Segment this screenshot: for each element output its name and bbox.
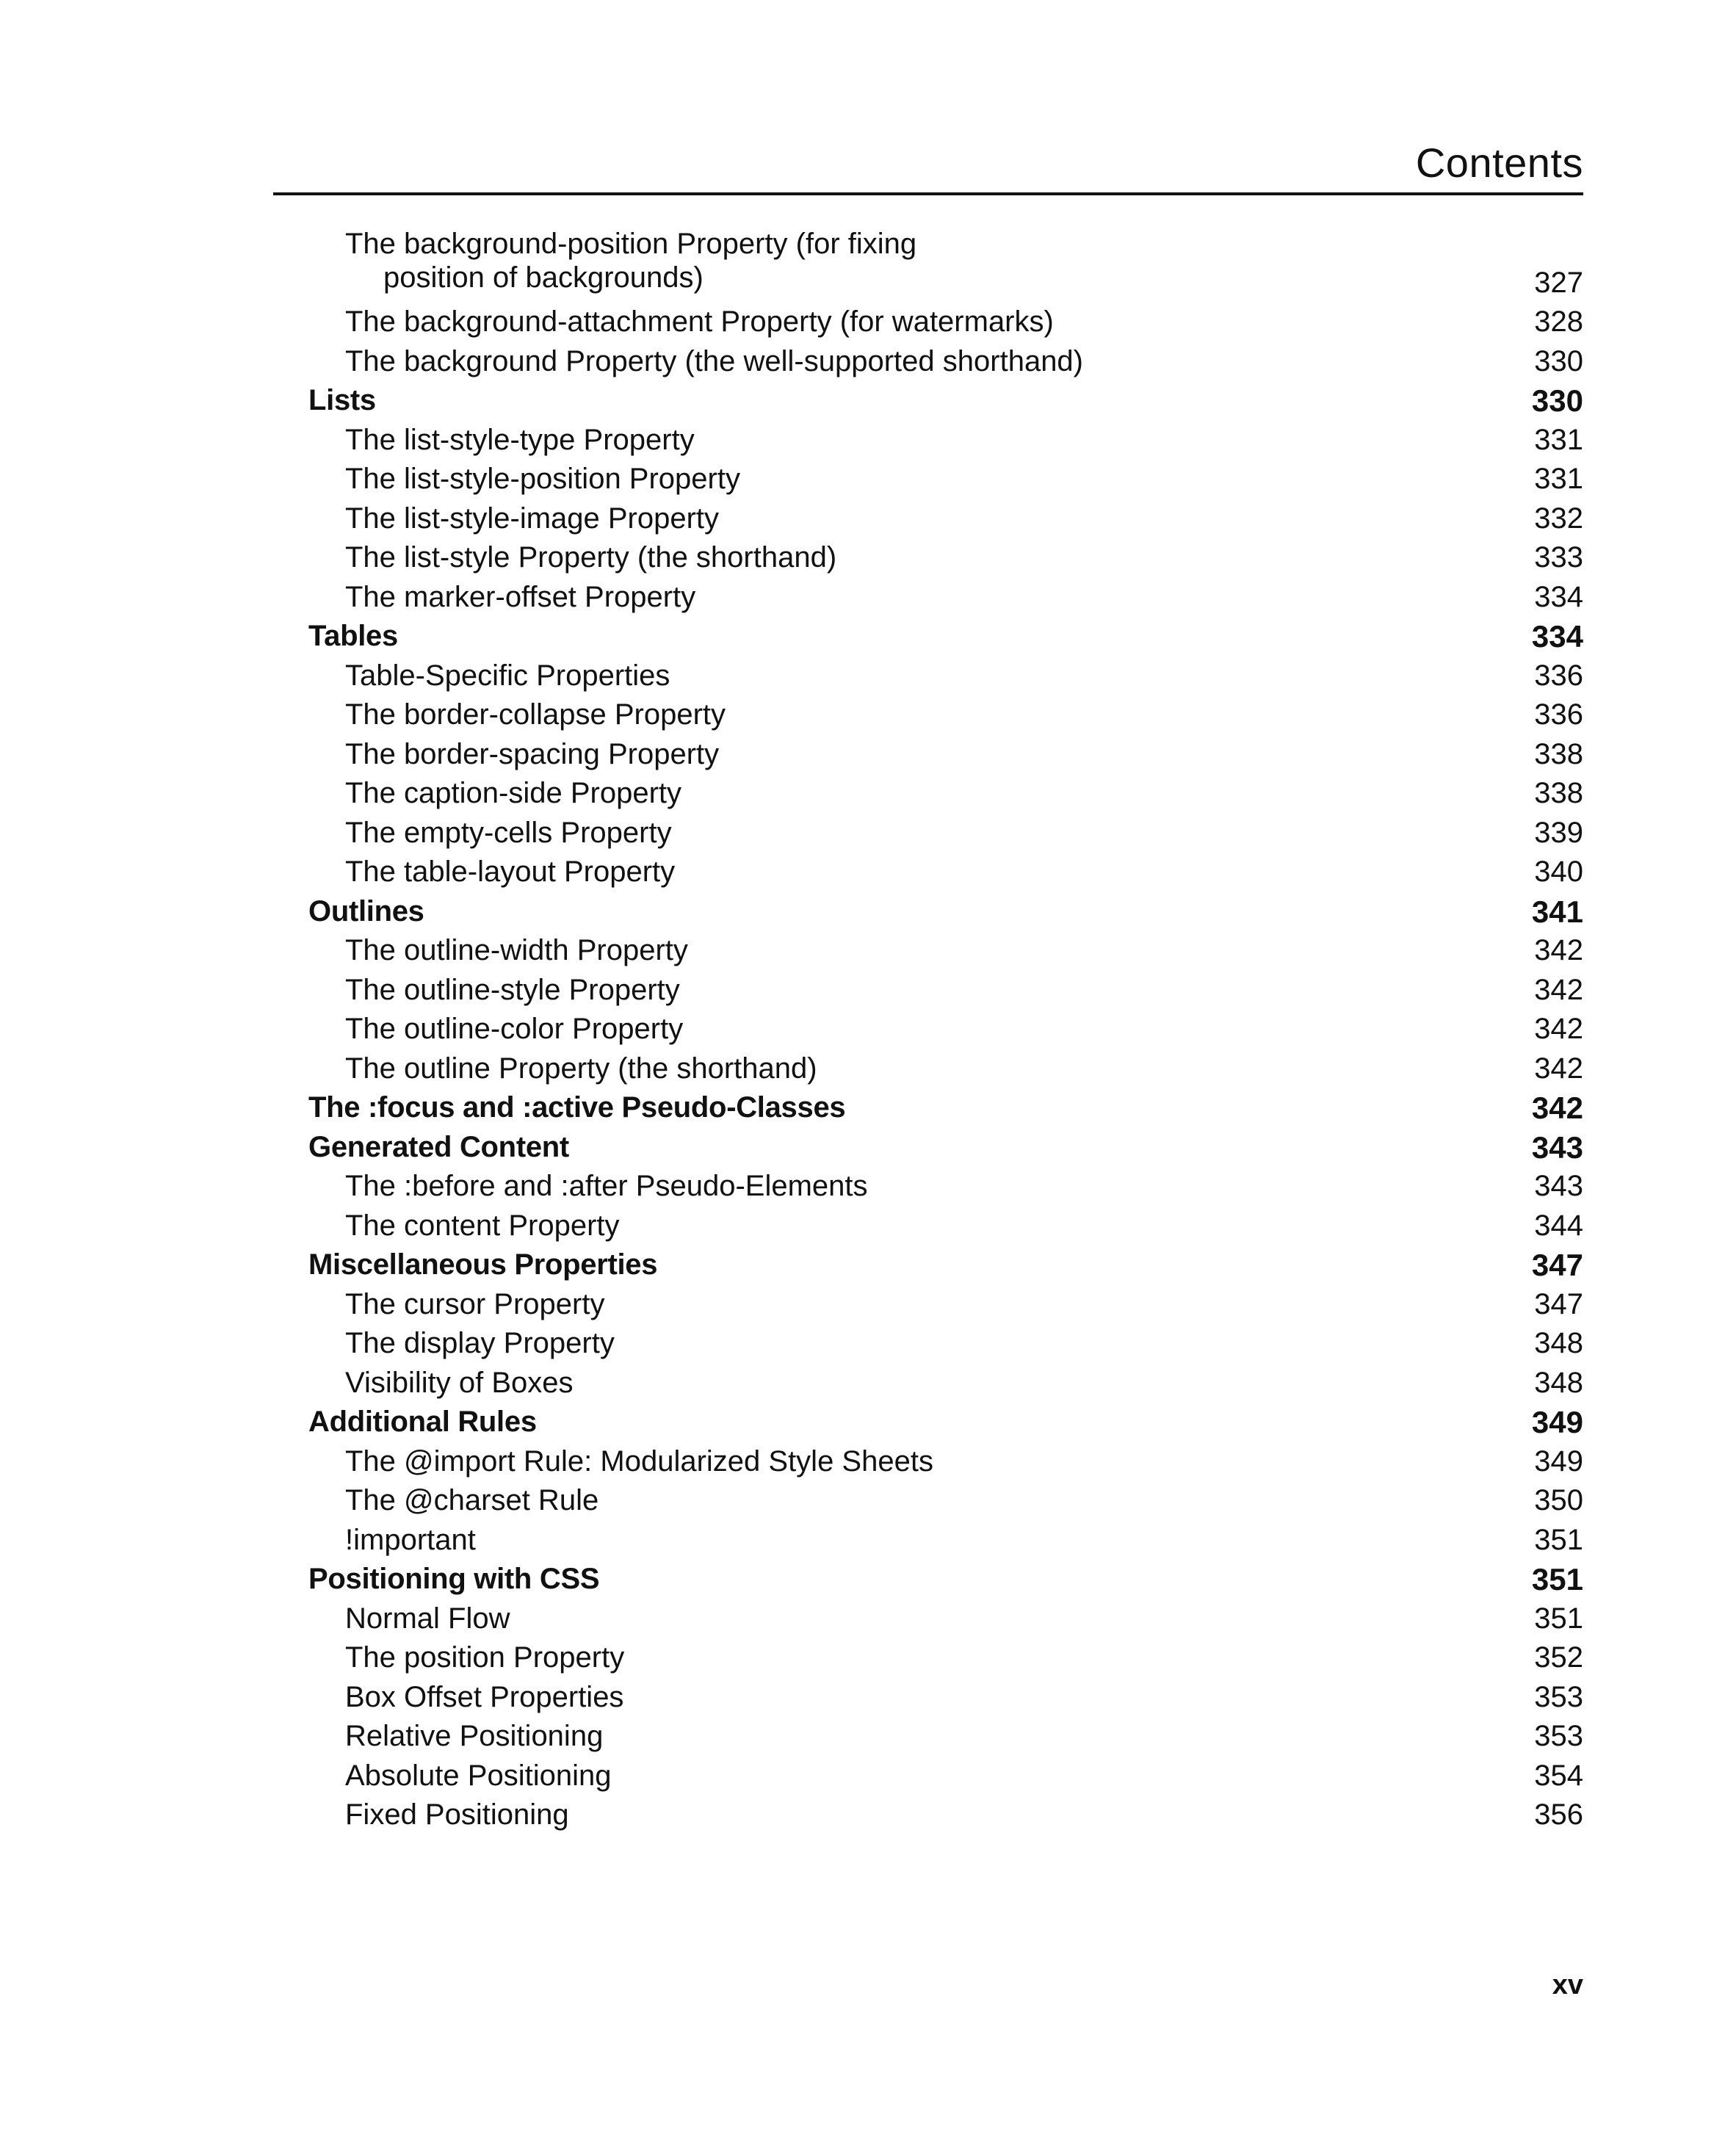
toc-entry-title: The :focus and :active Pseudo-Classes [308,1091,846,1124]
toc-section-entry [308,381,1583,421]
toc-entry-page-number: 353 [1534,1720,1583,1752]
toc-entry-title: The content Property [345,1209,620,1242]
toc-entry-title: Generated Content [308,1130,569,1163]
toc-entry-page-number: 349 [1534,1444,1583,1478]
toc-entry-title [345,227,916,294]
toc-entry-page-number: 347 [1531,1248,1583,1282]
toc-entry-page-number: 331 [1534,423,1583,456]
toc-subsection-entry [308,342,1583,382]
toc-entry-page-number: 343 [1531,1129,1583,1165]
toc-entry-page-number: 354 [1534,1759,1583,1792]
toc-entry-title: The @charset Rule [345,1484,599,1516]
toc-entry-page-number: 328 [1534,305,1583,338]
toc-entry-title: !important [345,1523,476,1556]
toc-subsection-entry [308,695,1583,735]
toc-entry-page-number: 327 [1534,266,1583,299]
toc-entry-title: The display Property [345,1327,615,1359]
toc-entry-title: Outlines [308,894,424,927]
toc-entry-title: Positioning with CSS [308,1563,600,1595]
toc-entry-title: The outline-color Property [345,1013,684,1045]
toc-entry-page-number: 334 [1534,580,1583,613]
toc-section-entry [308,1560,1583,1599]
toc-subsection-entry [308,1285,1583,1325]
toc-entry-page-number: 347 [1534,1287,1583,1320]
toc-subsection-entry [308,853,1583,892]
toc-entry-page-number: 352 [1534,1641,1583,1674]
toc-entry-page-number: 333 [1534,541,1583,574]
toc-subsection-entry [308,538,1583,578]
toc-subsection-entry [308,1364,1583,1403]
toc-entry-title: The marker-offset Property [345,580,696,613]
toc-entry-title: Relative Positioning [345,1720,604,1752]
toc-section-entry [308,1245,1583,1285]
toc-entry-title: Miscellaneous Properties [308,1248,658,1281]
toc-section-entry [308,1403,1583,1442]
toc-entry-page-number: 339 [1534,816,1583,849]
toc-entry-page-number: 342 [1534,934,1583,966]
toc-entry-title: The caption-side Property [345,777,682,809]
toc-entry-page-number: 342 [1531,1091,1583,1125]
toc-subsection-entry [308,1167,1583,1207]
toc-section-entry [308,1088,1583,1128]
toc-entry-title: Lists [308,384,376,416]
toc-entry-page-number: 342 [1534,973,1583,1006]
toc-subsection-entry [308,1717,1583,1757]
toc-entry-page-number: 341 [1531,894,1583,929]
toc-entry-title: The :before and :after Pseudo-Elements [345,1170,868,1202]
toc-entry-page-number: 356 [1534,1798,1583,1831]
toc-entry-title: The background Property (the well-supported shorthand) [345,344,1083,377]
toc-subsection-entry [308,1678,1583,1718]
toc-entry-page-number: 331 [1534,463,1583,495]
toc-subsection-entry [308,1049,1583,1089]
toc-entry-page-number: 353 [1534,1680,1583,1713]
toc-subsection-entry [308,774,1583,814]
toc-subsection-entry [308,971,1583,1010]
toc-entry-title: Absolute Positioning [345,1759,612,1792]
toc-subsection-entry [308,1757,1583,1796]
toc-entry-title: The position Property [345,1641,625,1674]
toc-entry-title: Box Offset Properties [345,1680,624,1713]
running-title: Contents [1415,140,1583,186]
toc-entry-page-number: 332 [1534,502,1583,535]
toc-subsection-entry [308,1010,1583,1049]
toc-section-entry [308,892,1583,932]
toc-entry-title: The border-collapse Property [345,698,726,731]
toc-subsection-entry [308,1521,1583,1561]
toc-entry-title: The outline-width Property [345,934,688,966]
toc-entry-title: Visibility of Boxes [345,1366,574,1399]
toc-entry-title: Fixed Positioning [345,1798,569,1831]
toc-entry-page-number: 340 [1534,856,1583,888]
toc-entry-title: The empty-cells Property [345,816,672,849]
toc-entry-page-number: 334 [1531,619,1583,654]
toc-entry-title: Tables [308,620,398,652]
toc-entry-page-number: 350 [1534,1484,1583,1516]
toc-subsection-entry [308,735,1583,775]
toc-section-entry [308,1128,1583,1168]
toc-subsection-entry [308,303,1583,342]
toc-entry-page-number: 351 [1534,1523,1583,1556]
toc-entry-page-number: 348 [1534,1366,1583,1399]
toc-entry-title: Table-Specific Properties [345,659,670,692]
toc-entry-title-continuation: position of backgrounds) [383,261,704,294]
toc-entry-title: The list-style-position Property [345,463,740,495]
toc-subsection-entry [308,814,1583,853]
toc-entry-title: The @import Rule: Modularized Style Sheets [345,1444,933,1478]
toc-subsection-entry [308,1481,1583,1521]
toc-subsection-entry [308,931,1583,971]
toc-entry-page-number: 343 [1534,1170,1583,1202]
toc-entry-page-number: 336 [1534,698,1583,731]
toc-entry-title: The border-spacing Property [345,737,720,770]
toc-entry-title: Additional Rules [308,1406,537,1438]
toc-entry-title: The cursor Property [345,1287,605,1320]
toc-subsection-entry [308,1442,1583,1482]
toc-subsection-entry [308,1207,1583,1246]
toc-entry-page-number: 351 [1531,1562,1583,1596]
toc-entry-title: The background-attachment Property (for watermarks) [345,305,1054,338]
toc-entry-page-number: 338 [1534,737,1583,770]
toc-entry-title: Normal Flow [345,1602,510,1635]
toc-entry-title: The list-style Property (the shorthand) [345,541,837,574]
toc-entry-page-number: 342 [1534,1013,1583,1045]
toc-entry-title: The outline-style Property [345,973,680,1006]
toc-entry-page-number: 344 [1534,1209,1583,1242]
toc-entry-page-number: 338 [1534,777,1583,809]
toc-entry-title: The outline Property (the shorthand) [345,1052,817,1085]
toc-subsection-entry [308,1796,1583,1835]
page-number: xv [1552,1970,1583,2000]
toc-entry-title-line: The background-position Property (for fixing [345,228,917,260]
toc-subsection-entry [308,1324,1583,1364]
toc-subsection-entry [308,499,1583,539]
toc-entry-page-number: 342 [1534,1052,1583,1085]
toc-entry-page-number: 348 [1534,1327,1583,1359]
toc-subsection-entry [308,460,1583,499]
toc-entry-page-number: 330 [1531,383,1583,418]
toc-entry-page-number: 330 [1534,344,1583,377]
toc-subsection-entry [308,657,1583,696]
toc-entry-page-number: 351 [1534,1602,1583,1635]
toc-entry-title: The table-layout Property [345,856,676,888]
toc-entry-page-number: 336 [1534,659,1583,692]
toc-section-entry [308,617,1583,657]
toc-subsection-entry [308,1638,1583,1678]
table-of-contents [308,224,1583,1835]
toc-subsection-entry [308,578,1583,618]
toc-subsection-entry [308,1599,1583,1639]
toc-entry-title: The list-style-type Property [345,423,695,456]
toc-entry-title: The list-style-image Property [345,502,720,535]
toc-subsection-entry [308,421,1583,460]
page-header [273,132,1583,195]
toc-subsection-entry [308,224,1583,303]
toc-entry-page-number: 349 [1531,1405,1583,1439]
